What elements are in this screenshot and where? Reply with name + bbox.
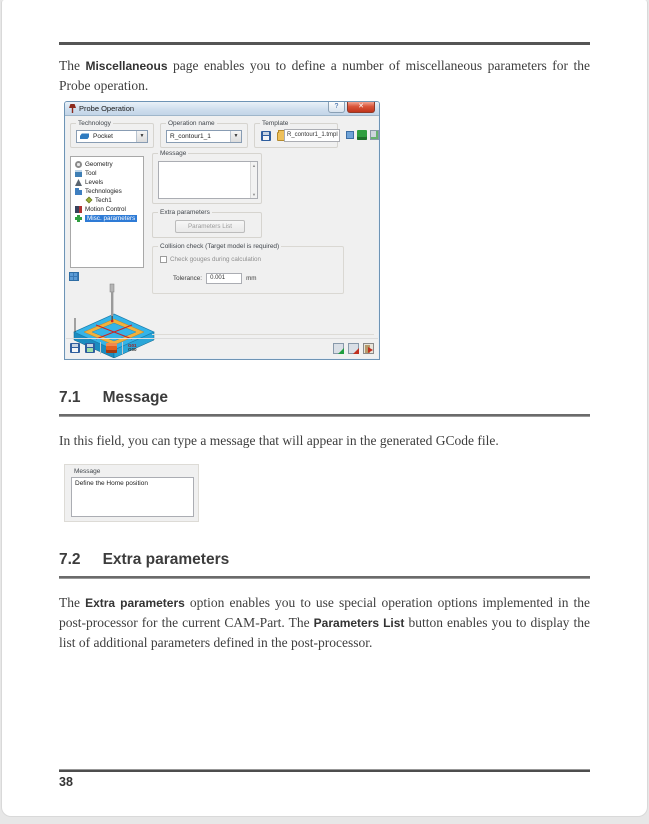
section-title: Message bbox=[102, 388, 169, 406]
save-close-icon[interactable] bbox=[348, 343, 359, 354]
footer-rule bbox=[59, 769, 590, 772]
body-text: option enables you to use special operation options implemented in the post-processor for the current CAM-Part. The bbox=[59, 594, 590, 630]
scroll-down-icon[interactable]: ▼ bbox=[252, 191, 256, 197]
tech1-icon bbox=[86, 197, 93, 204]
tree-item-geometry[interactable]: Geometry bbox=[75, 160, 143, 169]
section-7-1-heading bbox=[59, 389, 590, 407]
tree-item-misc-parameters[interactable]: Misc. parameters bbox=[75, 214, 143, 223]
tree-item-tool[interactable]: Tool bbox=[75, 169, 143, 178]
levels-icon bbox=[75, 179, 82, 186]
info-icon[interactable] bbox=[346, 131, 354, 139]
body-text: The bbox=[59, 594, 86, 610]
tool-icon bbox=[75, 170, 82, 177]
extra-parameters-group bbox=[152, 208, 262, 238]
page-number: 38 bbox=[59, 775, 73, 789]
motion-control-icon bbox=[75, 206, 82, 213]
operation-name-label: Operation name bbox=[168, 119, 215, 127]
toolbar-divider bbox=[100, 342, 101, 354]
help-button[interactable]: ? bbox=[328, 102, 345, 113]
check-gouges-label: Check gouges during calculation bbox=[170, 255, 262, 263]
section-title: Extra parameters bbox=[102, 550, 230, 568]
exit-icon[interactable] bbox=[363, 343, 374, 354]
operation-name-dropdown[interactable] bbox=[166, 130, 242, 143]
tolerance-label: Tolerance: bbox=[173, 274, 203, 282]
collision-check-group bbox=[152, 242, 344, 294]
template-label: Template bbox=[262, 119, 289, 127]
tree-item-motion-control[interactable]: Motion Control bbox=[75, 205, 143, 214]
bold-parameters-list: Parameters List bbox=[313, 615, 405, 630]
section-number: 7.2 bbox=[59, 550, 81, 568]
technologies-icon bbox=[75, 190, 82, 195]
intro-paragraph bbox=[59, 56, 590, 96]
operation-name-group bbox=[160, 119, 248, 148]
dialog-toolbar bbox=[66, 338, 378, 358]
section-rule bbox=[59, 576, 590, 579]
section-rule bbox=[59, 414, 590, 417]
message-shot-label: Message bbox=[74, 467, 101, 475]
save-copy-icon[interactable] bbox=[85, 343, 95, 353]
template-field[interactable]: R_contour1_1.tmpl bbox=[284, 129, 340, 142]
close-button[interactable]: ✕ bbox=[347, 102, 375, 113]
scroll-up-icon[interactable]: ▲ bbox=[252, 162, 256, 168]
body-text: button enables you to display the list of additional parameters defined in the post-processor. bbox=[59, 614, 590, 650]
section-number: 7.1 bbox=[59, 388, 81, 406]
tree-item-levels[interactable]: Levels bbox=[75, 178, 143, 187]
scrollbar[interactable] bbox=[250, 162, 257, 198]
save-calculate-icon[interactable] bbox=[333, 343, 344, 354]
technology-group bbox=[70, 119, 154, 148]
save-icon[interactable] bbox=[70, 343, 80, 353]
message-group-label: Message bbox=[160, 149, 187, 157]
simulate-icon[interactable] bbox=[106, 343, 117, 353]
dialog-title: Probe Operation bbox=[79, 103, 135, 113]
message-group bbox=[152, 149, 262, 204]
tree-item-tech1[interactable]: Tech1 bbox=[75, 196, 143, 205]
bold-extra-parameters: Extra parameters bbox=[85, 595, 185, 610]
section-7-2-paragraph bbox=[59, 593, 590, 653]
collision-check-label: Collision check (Target model is required) bbox=[160, 242, 280, 250]
technology-value: Pocket bbox=[93, 132, 113, 140]
section-7-1-paragraph: In this field, you can type a message that will appear in the generated GCode file. bbox=[59, 432, 499, 448]
probe-icon bbox=[69, 104, 76, 113]
check-gouges-checkbox[interactable] bbox=[160, 256, 167, 263]
intro-text-pre: The bbox=[59, 58, 86, 73]
page-footer bbox=[59, 769, 590, 789]
parameters-list-button[interactable]: Parameters List bbox=[175, 220, 245, 233]
chevron-down-icon[interactable]: ▼ bbox=[230, 131, 241, 142]
gcode-icon[interactable]: G01 G00 bbox=[128, 342, 137, 353]
dialog-titlebar[interactable] bbox=[65, 102, 379, 116]
machine-icon[interactable] bbox=[357, 130, 367, 140]
message-textarea[interactable] bbox=[158, 161, 258, 199]
header-rule bbox=[59, 42, 590, 45]
geometry-icon bbox=[75, 161, 82, 168]
intro-text-post: page enables you to define a number of miscellaneous parameters for the Probe operation. bbox=[59, 58, 590, 93]
toolbar-divider bbox=[122, 342, 123, 354]
probe-operation-dialog bbox=[64, 101, 380, 360]
save-template-icon[interactable] bbox=[261, 131, 271, 141]
message-field-screenshot bbox=[64, 464, 199, 522]
operation-tree bbox=[70, 156, 144, 268]
message-shot-textarea[interactable]: Define the Home position bbox=[71, 477, 194, 517]
pocket-icon bbox=[80, 133, 89, 139]
technology-dropdown[interactable] bbox=[76, 130, 148, 143]
tree-item-technologies[interactable]: Technologies bbox=[75, 187, 143, 196]
intro-bold-miscellaneous: Miscellaneous bbox=[85, 59, 168, 73]
section-7-2-heading bbox=[59, 551, 590, 569]
tolerance-input[interactable]: 0.001 bbox=[206, 273, 242, 284]
misc-parameters-icon bbox=[75, 215, 82, 222]
operation-name-value: R_contour1_1 bbox=[170, 132, 211, 140]
panel-divider bbox=[152, 334, 374, 335]
technology-label: Technology bbox=[78, 119, 111, 127]
extra-parameters-label: Extra parameters bbox=[160, 208, 210, 216]
tolerance-unit: mm bbox=[246, 274, 257, 282]
document-page bbox=[1, 0, 648, 817]
chevron-down-icon[interactable]: ▼ bbox=[136, 131, 147, 142]
dialog-body bbox=[66, 116, 378, 358]
postprocess-icon[interactable] bbox=[370, 130, 379, 140]
